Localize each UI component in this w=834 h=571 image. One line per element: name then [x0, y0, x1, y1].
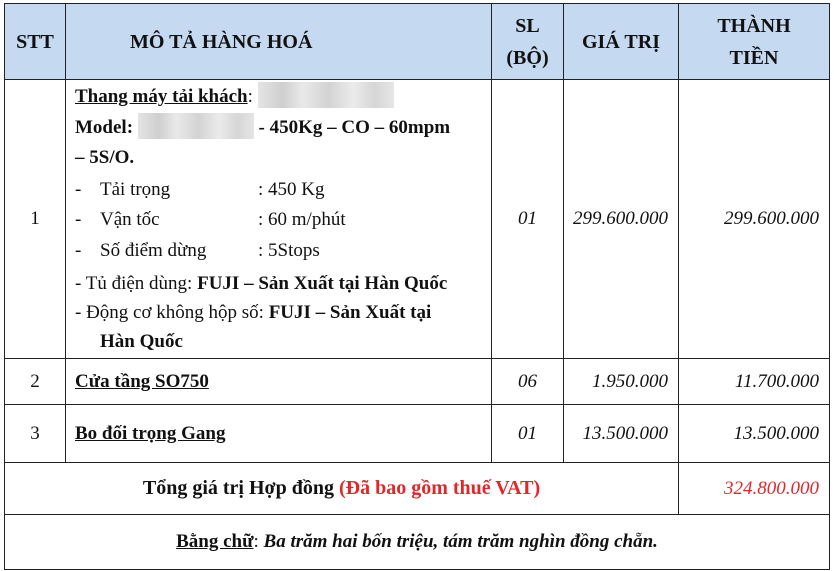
product-title: Bo đối trọng Gang [75, 422, 226, 444]
amount-in-words-cell [5, 515, 830, 570]
row-unit-price: 1.950.000 [564, 359, 679, 405]
motor-brand: FUJI – Sản Xuất tại [268, 302, 432, 323]
row-description [66, 80, 492, 359]
row-stt: 1 [5, 80, 66, 359]
total-value: 324.800.000 [679, 463, 830, 515]
amount-in-words-separator: : [253, 531, 259, 552]
spec-label: Vận tốc [100, 209, 160, 230]
spec-stops [75, 236, 485, 267]
table-row [5, 80, 830, 359]
header-amount [679, 4, 830, 80]
row-description [66, 359, 492, 405]
motor-line [75, 298, 485, 327]
control-cabinet-brand: FUJI – Sản Xuất tại Hàn Quốc [197, 273, 448, 294]
amount-in-words-label: Bằng chữ [176, 531, 254, 552]
amount-in-words-row [5, 515, 830, 570]
model-suffix: - 450Kg – CO – 60mpm [258, 116, 451, 138]
spec-speed [75, 205, 485, 236]
header-quantity [492, 4, 564, 80]
row-stt: 3 [5, 405, 66, 463]
spec-value: : 60 m/phút [258, 209, 346, 230]
amount-in-words-text: Ba trăm hai bốn triệu, tám trăm nghìn đồng chẵn. [263, 531, 658, 552]
total-label-cell [5, 463, 679, 515]
motor-prefix: - Động cơ không hộp số: [75, 302, 269, 323]
total-row [5, 463, 830, 515]
spec-label: Số điểm dừng [100, 239, 207, 261]
header-quantity-line2: (BỘ) [506, 46, 549, 69]
header-amount-line1: THÀNH [717, 14, 791, 37]
product-title-separator: : [247, 86, 253, 107]
row-unit-price: 299.600.000 [564, 80, 679, 359]
spec-dash: - [75, 239, 82, 261]
product-title-line [75, 82, 485, 113]
row-stt: 2 [5, 359, 66, 405]
header-description: MÔ TẢ HÀNG HOÁ [66, 4, 492, 80]
spec-label: Tải trọng [100, 178, 171, 200]
header-amount-line2: TIỀN [729, 46, 779, 69]
model-line [75, 113, 485, 144]
spec-value: : 450 Kg [258, 178, 325, 200]
total-vat-note: (Đã bao gồm thuế VAT) [338, 477, 541, 499]
spec-dash: - [75, 178, 82, 200]
row-amount: 13.500.000 [679, 405, 830, 463]
row-unit-price: 13.500.000 [564, 405, 679, 463]
product-title: Thang máy tải khách [75, 86, 248, 107]
motor-continuation: Hàn Quốc [100, 331, 183, 352]
row-quantity: 01 [492, 80, 564, 359]
header-row [5, 4, 830, 80]
header-quantity-line1: SL [515, 14, 540, 37]
row-quantity: 01 [492, 405, 564, 463]
total-label: Tổng giá trị Hợp đồng [142, 477, 334, 499]
quotation-table [4, 3, 830, 570]
control-cabinet-line [75, 270, 485, 298]
control-cabinet-prefix: - Tủ điện dùng: [75, 273, 198, 294]
row-amount: 299.600.000 [679, 80, 830, 359]
spec-load [75, 175, 485, 206]
table-row [5, 359, 830, 405]
header-unit-price: GIÁ TRỊ [564, 4, 679, 80]
table-row [5, 405, 830, 463]
row-description [66, 405, 492, 463]
header-stt: STT [5, 4, 66, 80]
row-quantity: 06 [492, 359, 564, 405]
redacted-brand [258, 82, 394, 108]
model-label: Model: [75, 116, 134, 138]
row-amount: 11.700.000 [679, 359, 830, 405]
product-title: Cửa tầng SO750 [75, 370, 209, 392]
redacted-model [138, 113, 254, 139]
model-continuation: – 5S/O. [75, 147, 135, 168]
spec-value: : 5Stops [258, 239, 320, 261]
spec-dash: - [75, 209, 82, 230]
